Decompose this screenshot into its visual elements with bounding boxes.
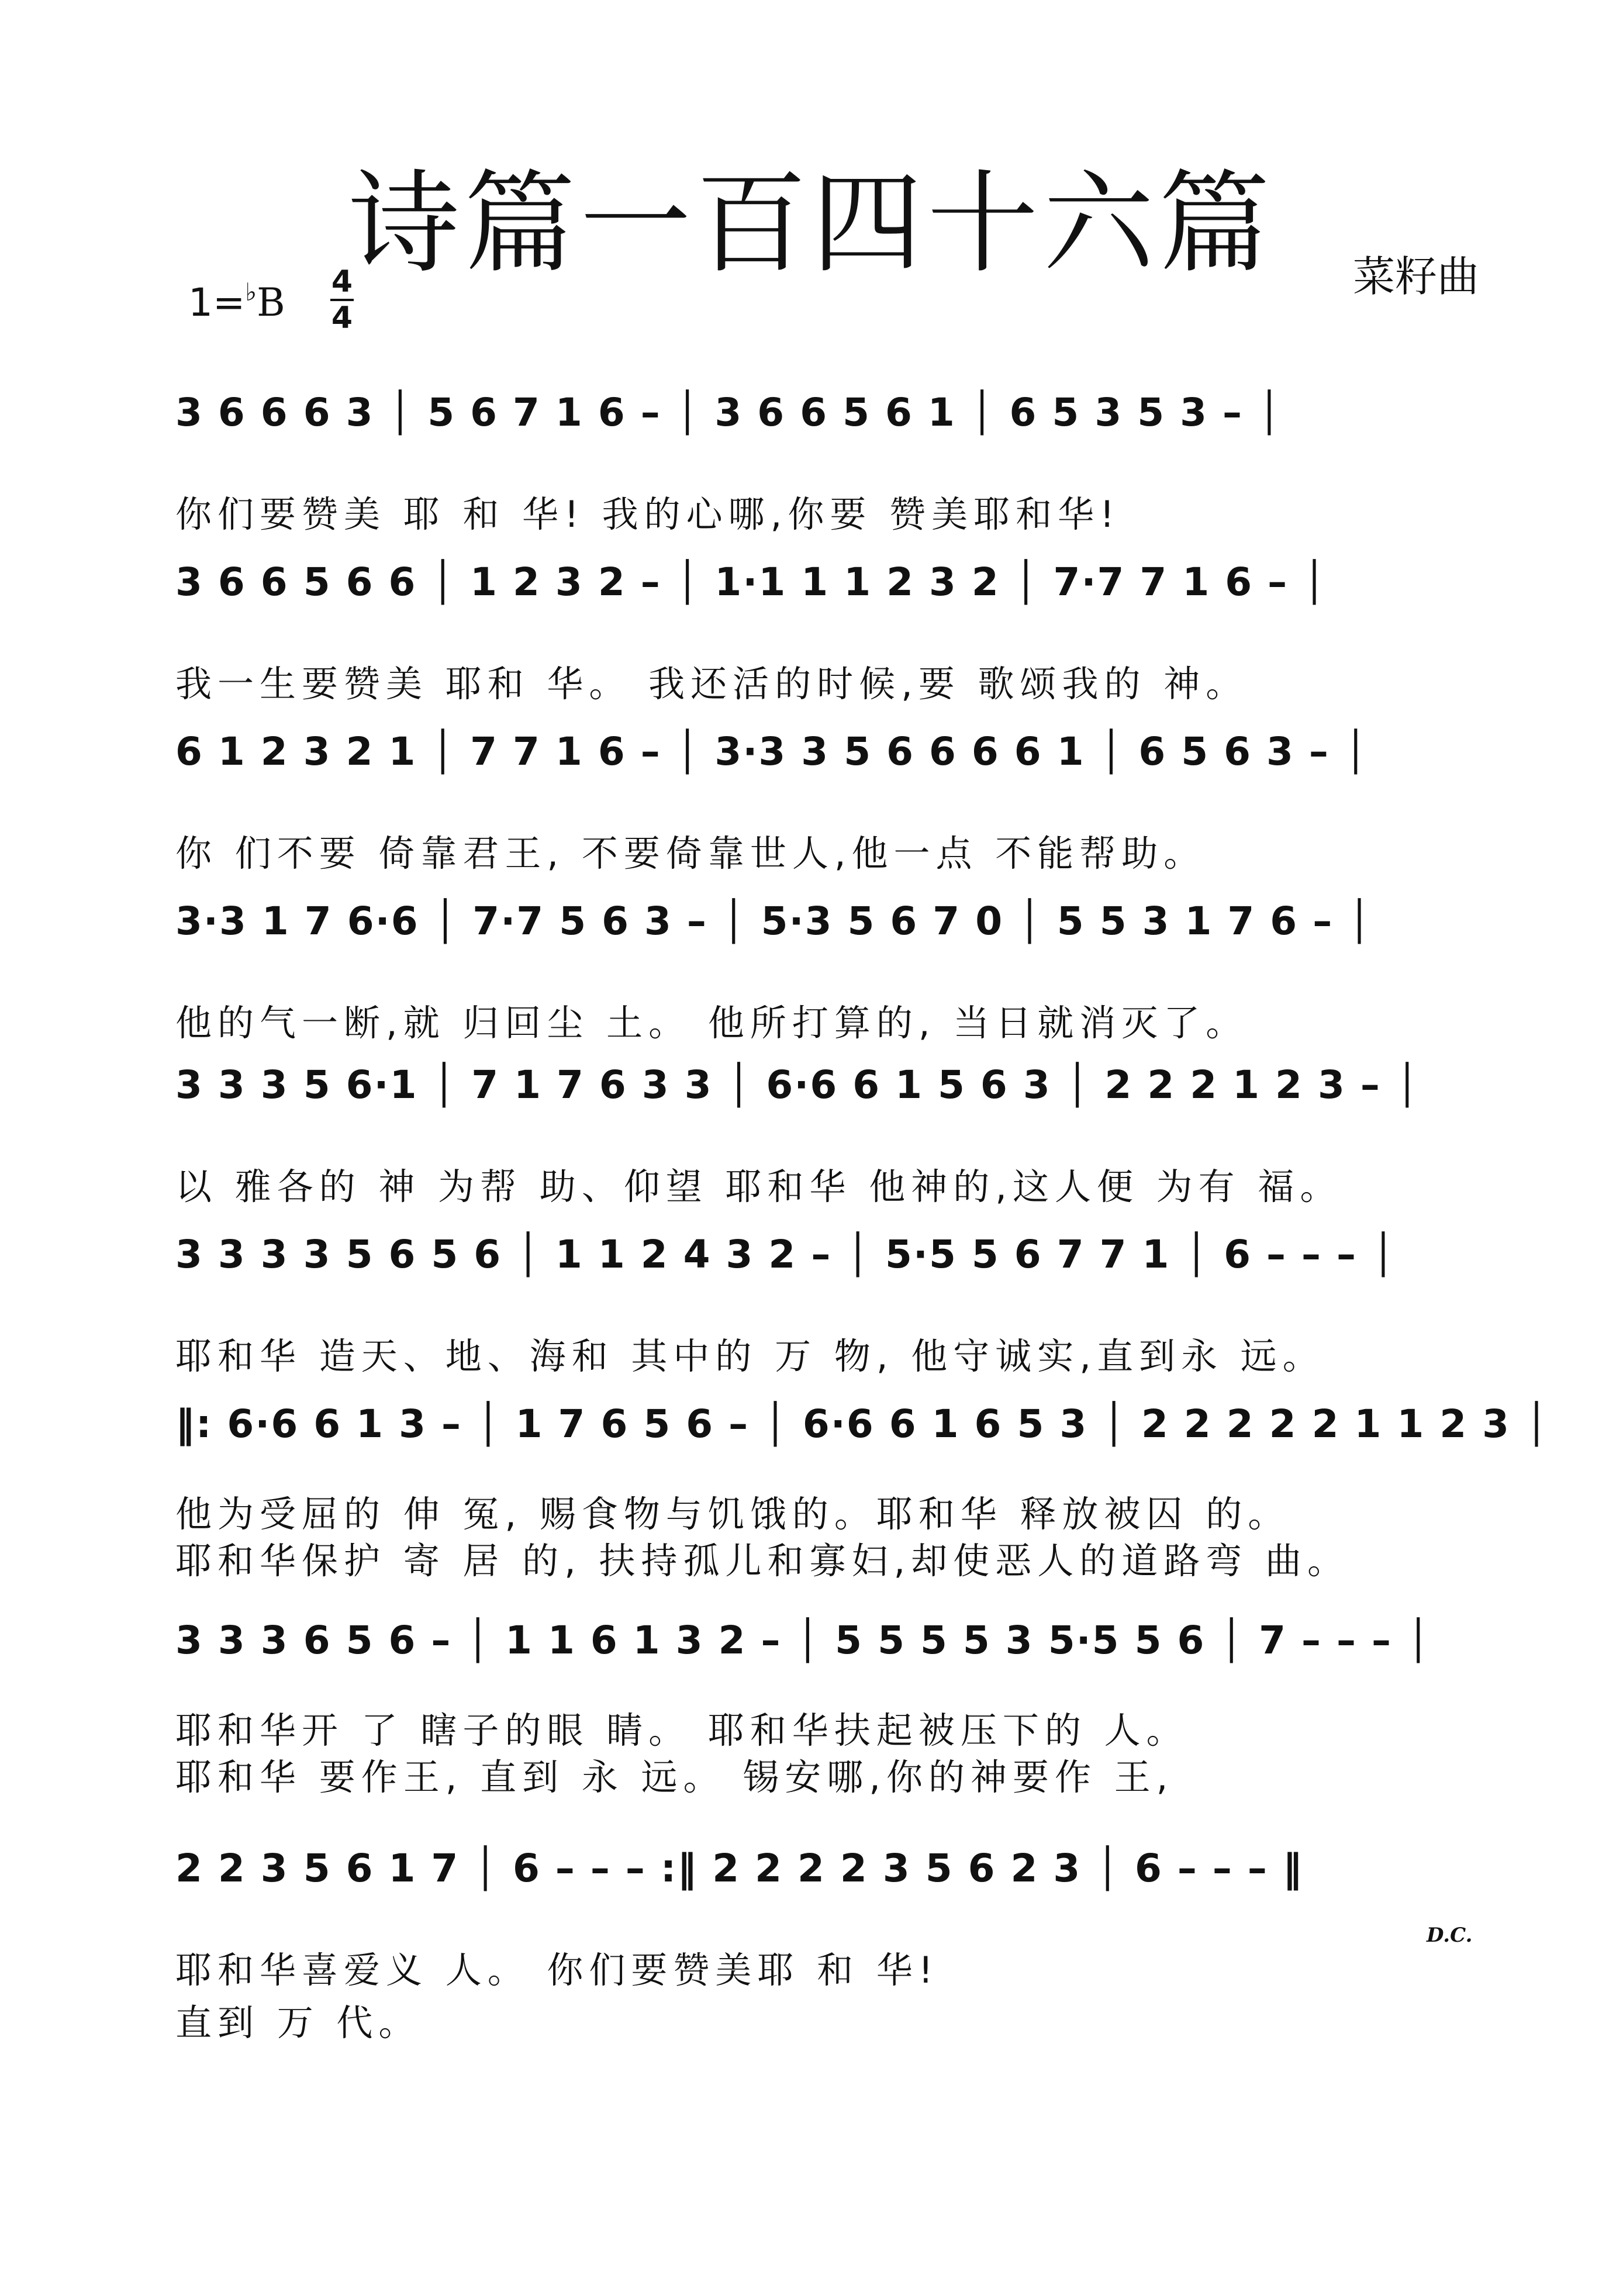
- time-signature: [330, 266, 354, 334]
- score-row-3: [175, 725, 1462, 875]
- lyric-line: 你们要赞美 耶 和 华! 我的心哪,你要 赞美耶和华!: [175, 493, 1120, 536]
- score-row-5: [175, 1058, 1462, 1208]
- lyric-line: 他的气一断,就 归回尘 土。 他所打算的, 当日就消灭了。: [175, 1002, 1248, 1044]
- notation-line: ‖: 6·6 6 1 3 – │ 1 7 6 5 6 – │ 6·6 6 1 6 5 3 │ 2 2 2 2 2 1 1 2 3 │: [175, 1401, 1549, 1446]
- lyric-line: 耶和华保护 寄 居 的, 扶持孤儿和寡妇,却使恶人的道路弯 曲。: [175, 1539, 1349, 1582]
- page-title: 诗篇一百四十六篇: [348, 159, 1275, 288]
- lyric-line: 他为受屈的 伸 冤, 赐食物与饥饿的。耶和华 释放被囚 的。: [175, 1493, 1290, 1535]
- score-row-8: [175, 1614, 1462, 1798]
- lyric-line: 耶和华 造天、地、海和 其中的 万 物, 他守诚实,直到永 远。: [175, 1335, 1325, 1377]
- notation-line: 3 6 6 5 6 6 │ 1 2 3 2 – │ 1·1 1 1 2 3 2 │ 7·7 7 1 6 – │: [175, 559, 1327, 605]
- lyric-line: 以 雅各的 神 为帮 助、仰望 耶和华 他神的,这人便 为有 福。: [175, 1165, 1342, 1208]
- lyric-line: 直到 万 代。: [175, 2001, 421, 2044]
- da-capo-mark: D.C.: [1427, 1924, 1473, 1947]
- lyric-line: 耶和华 要作王, 直到 永 远。 锡安哪,你的神要作 王,: [175, 1756, 1174, 1798]
- lyric-line: 你 们不要 倚靠君王, 不要倚靠世人,他一点 不能帮助。: [175, 832, 1206, 875]
- lyric-line: 耶和华开 了 瞎子的眼 睛。 耶和华扶起被压下的 人。: [175, 1709, 1189, 1752]
- key-signature: [188, 278, 285, 325]
- lyric-line: 耶和华喜爱义 人。 你们要赞美耶 和 华!: [175, 1949, 939, 1991]
- score-row-6: [175, 1228, 1462, 1377]
- score-row-1: [175, 386, 1462, 536]
- notation-line: 3 3 3 3 5 6 5 6 │ 1 1 2 4 3 2 – │ 5·5 5 6 7 7 1 │ 6 – – – │: [175, 1231, 1396, 1277]
- composer-credit: 菜籽曲: [1352, 252, 1479, 301]
- flat-sign: ♭: [245, 278, 257, 306]
- lyric-line: 我一生要赞美 耶和 华。 我还活的时候,要 歌颂我的 神。: [175, 662, 1248, 705]
- notation-line: 2 2 3 5 6 1 7 │ 6 – – – :‖ 2 2 2 2 3 5 6 2 3 │ 6 – – – ‖: [175, 1845, 1303, 1891]
- score-row-7: [175, 1397, 1549, 1582]
- meter-top: 4: [331, 264, 353, 299]
- notation-line: 6 1 2 3 2 1 │ 7 7 1 6 – │ 3·3 3 5 6 6 6 6 1 │ 6 5 6 3 – │: [175, 728, 1369, 774]
- score-row-4: [175, 895, 1462, 1044]
- notation-line: 3 3 3 5 6·1 │ 7 1 7 6 3 3 │ 6·6 6 1 5 6 3 │ 2 2 2 1 2 3 – │: [175, 1062, 1420, 1107]
- key-note: B: [257, 280, 285, 325]
- score-row-2: [175, 555, 1462, 705]
- notation-line: 3 6 6 6 3 │ 5 6 7 1 6 – │ 3 6 6 5 6 1 │ 6 5 3 5 3 – │: [175, 389, 1282, 435]
- meter-bottom: 4: [331, 301, 353, 336]
- notation-line: 3 3 3 6 5 6 – │ 1 1 6 1 3 2 – │ 5 5 5 5 3 5·5 5 6 │ 7 – – – │: [175, 1617, 1431, 1663]
- notation-line: 3·3 1 7 6·6 │ 7·7 5 6 3 – │ 5·3 5 6 7 0 │ 5 5 3 1 7 6 – │: [175, 898, 1372, 944]
- key-prefix: 1=: [188, 280, 246, 325]
